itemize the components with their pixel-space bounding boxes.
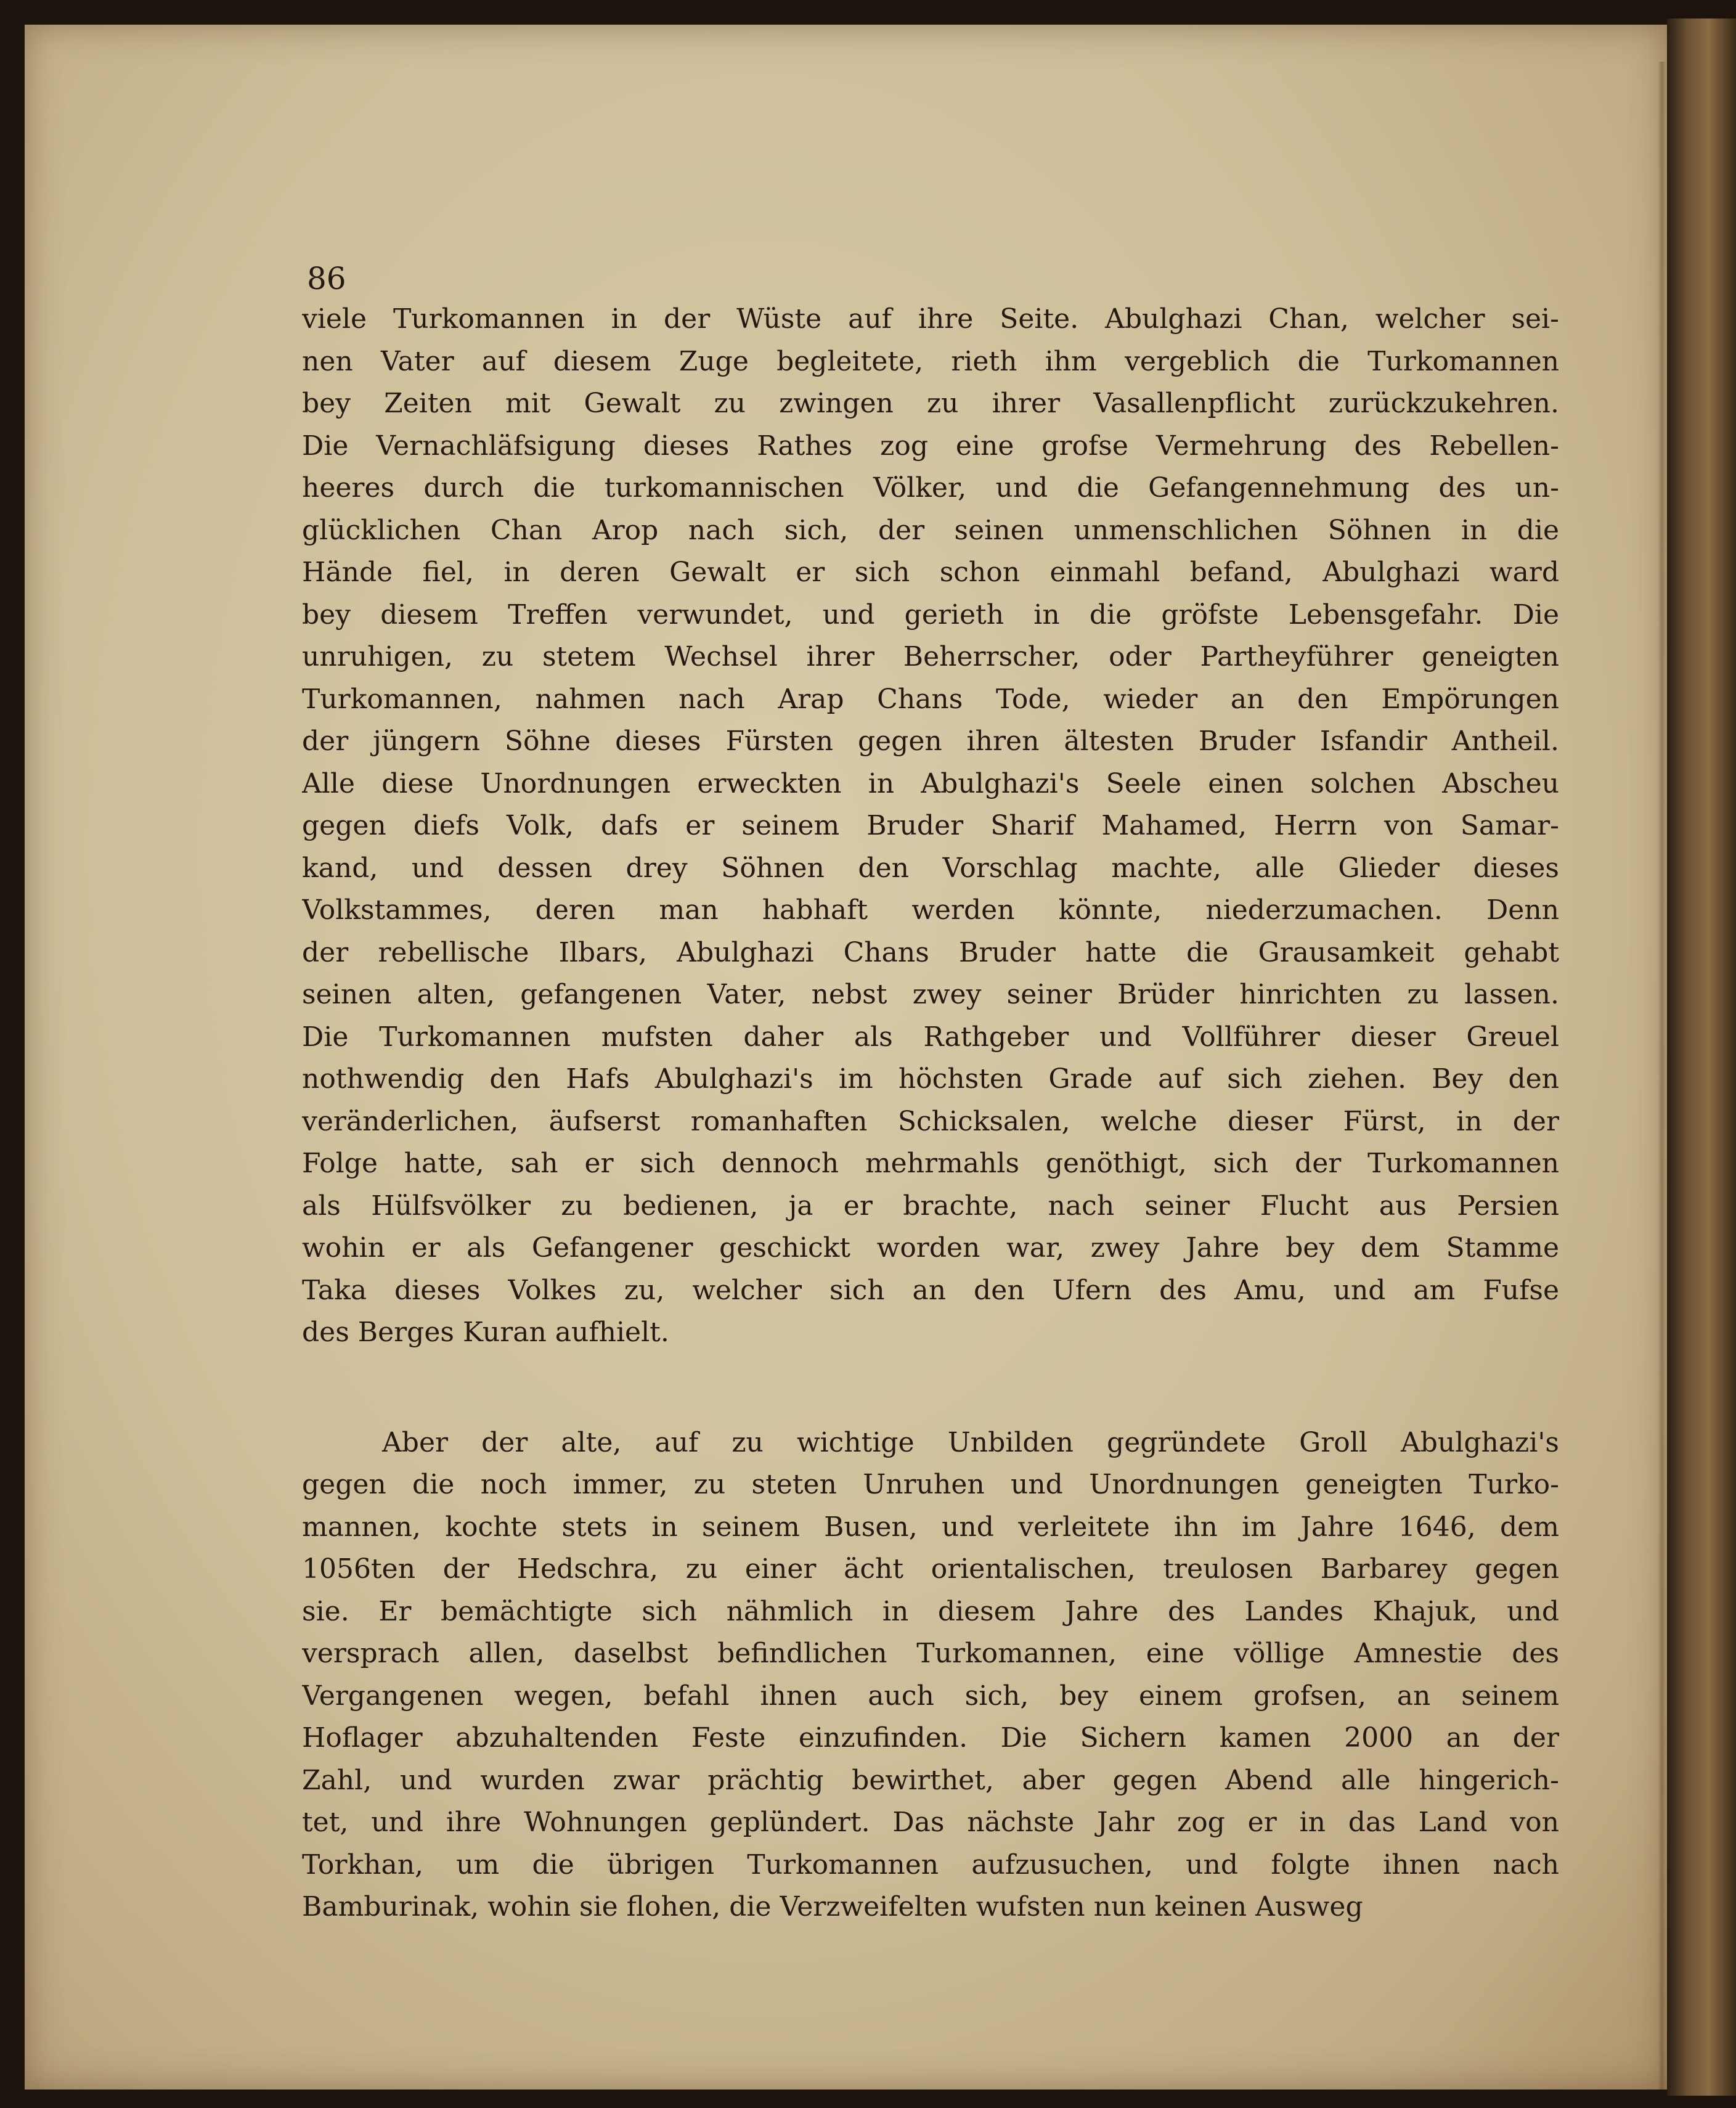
text-line: gegen die noch immer, zu steten Unruhen und Unordnungen geneigten Turko- [302,1469,1559,1500]
text-line: Taka dieses Volkes zu, welcher sich an den Ufern des Amu, und am Fufse [302,1274,1559,1306]
book-edge [1667,18,1736,2096]
page-fold-shadow [1658,62,1666,2090]
text-line: nen Vater auf diesem Zuge begleitete, rieth ihm vergeblich die Turkomannen [302,345,1559,377]
text-line: Bamburinak, wohin sie flohen, die Verzweifelten wufsten nun keinen Ausweg [302,1891,1363,1922]
text-line: als Hülfsvölker zu bedienen, ja er brachte, nach seiner Flucht aus Persien [302,1190,1559,1222]
text-line: heeres durch die turkomannischen Völker, und die Gefangennehmung des un- [302,472,1559,504]
text-line: Die Turkomannen mufsten daher als Rathgeber und Vollführer dieser Greuel [302,1021,1559,1053]
text-line: der rebellische Ilbars, Abulghazi Chans Bruder hatte die Grausamkeit gehabt [302,936,1559,968]
text-line: sie. Er bemächtigte sich nähmlich in diesem Jahre des Landes Khajuk, und [302,1595,1559,1627]
text-line: Vergangenen wegen, befahl ihnen auch sich, bey einem grofsen, an seinem [302,1680,1559,1712]
text-line: Die Vernachläfsigung dieses Rathes zog eine grofse Vermehrung des Rebellen- [302,430,1559,462]
text-line: tet, und ihre Wohnungen geplündert. Das nächste Jahr zog er in das Land von [302,1807,1559,1838]
text-line: wohin er als Gefangener geschickt worden war, zwey Jahre bey dem Stamme [302,1232,1559,1264]
text-line: mannen, kochte stets in seinem Busen, und verleitete ihn im Jahre 1646, dem [302,1511,1559,1543]
text-line: versprach allen, daselbst befindlichen Turkomannen, eine völlige Amnestie des [302,1638,1559,1669]
paragraph-gap [302,1354,1559,1422]
text-line: Turkomannen, nahmen nach Arap Chans Tode, wieder an den Empörungen [302,683,1559,715]
text-line: bey diesem Treffen verwundet, und gerieth in die gröfste Lebensgefahr. Die [302,598,1559,631]
text-line: nothwendig den Hafs Abulghazi's im höchsten Grade auf sich ziehen. Bey den [302,1063,1559,1095]
text-line: bey Zeiten mit Gewalt zu zwingen zu ihrer Vasallenpflicht zurückzukehren. [302,388,1559,419]
text-line: kand, und dessen drey Söhnen den Vorschlag machte, alle Glieder dieses [302,852,1559,884]
paragraph-1 [302,298,1559,1354]
text-line: glücklichen Chan Arop nach sich, der seinen unmenschlichen Söhnen in die [302,514,1559,546]
paragraph-2 [302,1422,1559,1929]
text-line: seinen alten, gefangenen Vater, nebst zwey seiner Brüder hinrichten zu lassen. [302,979,1559,1010]
text-line: Alle diese Unordnungen erweckten in Abulghazi's Seele einen solchen Abscheu [302,767,1559,799]
text-line: 1056ten der Hedschra, zu einer ächt orientalischen, treulosen Barbarey gegen [302,1553,1559,1585]
text-line: Torkhan, um die übrigen Turkomannen aufzusuchen, und folgte ihnen nach [302,1849,1559,1881]
text-line: gegen diefs Volk, dafs er seinem Bruder Sharif Mahamed, Herrn von Samar- [302,810,1559,841]
text-line: unruhigen, zu stetem Wechsel ihrer Beherrscher, oder Partheyführer geneigten [302,641,1559,672]
text-line: veränderlichen, äufserst romanhaften Schicksalen, welche dieser Fürst, in der [302,1105,1559,1137]
text-line: der jüngern Söhne dieses Fürsten gegen ihren ältesten Bruder Isfandir Antheil. [302,725,1559,757]
text-line: Hoflager abzuhaltenden Feste einzufinden. Die Sichern kamen 2000 an der [302,1722,1559,1754]
text-line: viele Turkomannen in der Wüste auf ihre Seite. Abulghazi Chan, welcher sei- [302,303,1559,335]
text-line: Hände fiel, in deren Gewalt er sich schon einmahl befand, Abulghazi ward [302,557,1559,588]
text-line: des Berges Kuran aufhielt. [302,1317,669,1348]
text-line: Aber der alte, auf zu wichtige Unbilden gegründete Groll Abulghazi's [382,1426,1559,1458]
text-line: Volkstammes, deren man habhaft werden könnte, niederzumachen. Denn [302,894,1559,926]
page-number: 86 [307,261,346,296]
page-text [302,259,1559,1929]
text-line: Folge hatte, sah er sich dennoch mehrmahls genöthigt, sich der Turkomannen [302,1148,1559,1179]
text-line: Zahl, und wurden zwar prächtig bewirthet, aber gegen Abend alle hingerich- [302,1764,1559,1796]
